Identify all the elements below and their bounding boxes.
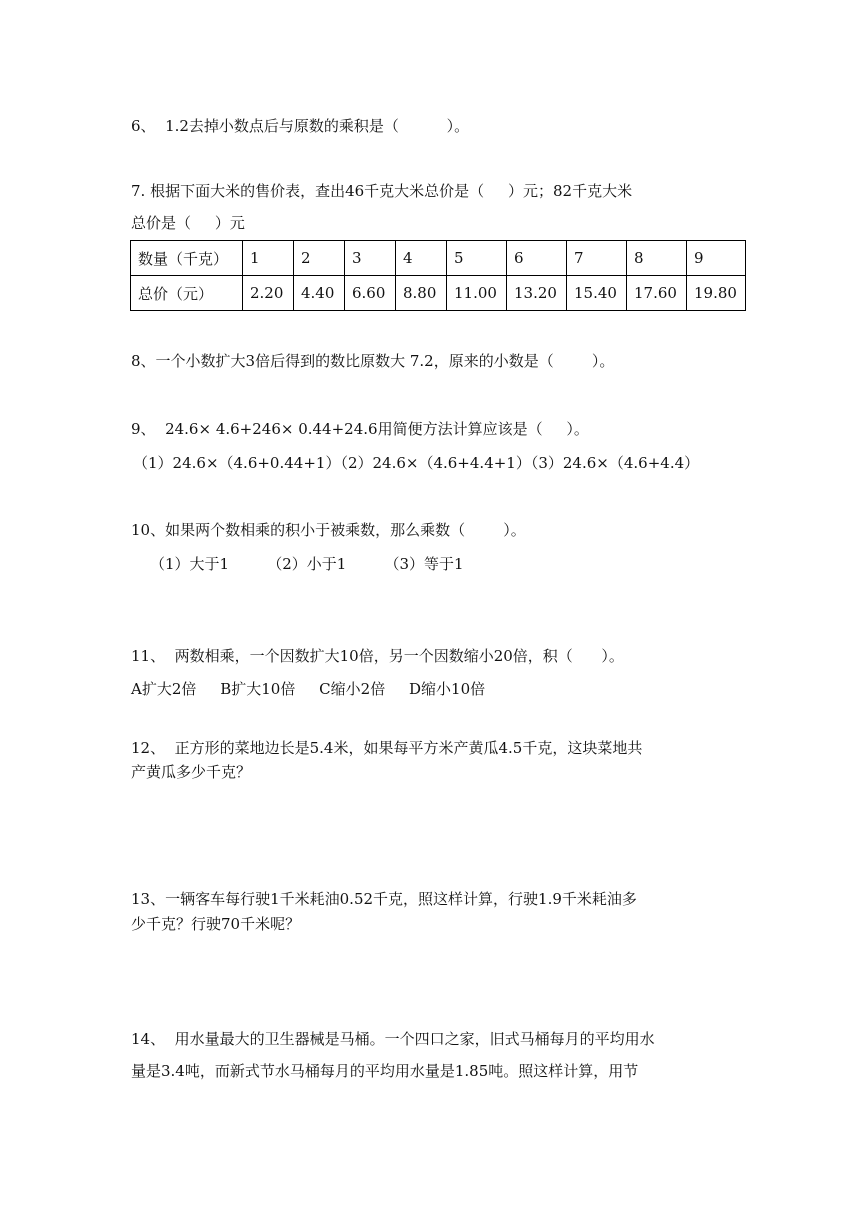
table-cell: 4.40 (294, 276, 345, 311)
question-14-line-1: 14、 用水量最大的卫生器械是马桶。一个四口之家，旧式马桶每月的平均用水 (131, 1030, 655, 1048)
question-7-line-1: 7. 根据下面大米的售价表，查出46千克大米总价是（ ）元；82千克大米 (131, 182, 633, 200)
table-cell: 3 (345, 241, 396, 276)
table-row (131, 276, 746, 311)
table-cell: 5 (447, 241, 507, 276)
table-cell: 11.00 (447, 276, 507, 311)
table-cell: 1 (243, 241, 294, 276)
table-cell: 15.40 (567, 276, 627, 311)
table-cell: 8 (627, 241, 687, 276)
question-8: 8、一个小数扩大3倍后得到的数比原数大 7.2，原来的小数是（ ）。 (131, 352, 615, 370)
table-cell: 13.20 (507, 276, 567, 311)
table-cell: 6 (507, 241, 567, 276)
table-cell: 2.20 (243, 276, 294, 311)
rice-price-table (130, 240, 746, 311)
question-10-options: （1）大于1 （2）小于1 （3）等于1 (150, 555, 464, 573)
table-cell: 7 (567, 241, 627, 276)
table-cell: 6.60 (345, 276, 396, 311)
question-11-options: A扩大2倍 B扩大10倍 C缩小2倍 D缩小10倍 (131, 680, 486, 698)
table-cell: 19.80 (687, 276, 746, 311)
table-cell: 9 (687, 241, 746, 276)
table-cell: 数量（千克） (131, 241, 243, 276)
question-13-line-1: 13、一辆客车每行驶1千米耗油0.52千克，照这样计算，行驶1.9千米耗油多 (131, 890, 637, 908)
question-13-line-2: 少千克？行驶70千米呢？ (131, 915, 301, 933)
question-12-line-2: 产黄瓜多少千克？ (131, 763, 252, 781)
question-9-options: （1）24.6×（4.6+0.44+1）（2）24.6×（4.6+4.4+1）（3）24.6×（4.6+4.4） (133, 454, 700, 472)
table-cell: 总价（元） (131, 276, 243, 311)
question-14-line-2: 量是3.4吨，而新式节水马桶每月的平均用水量是1.85吨。照这样计算，用节 (131, 1062, 639, 1080)
question-6: 6、 1.2去掉小数点后与原数的乘积是（ ）。 (131, 117, 470, 135)
question-7-line-2: 总价是（ ）元 (131, 214, 245, 232)
question-9-stem: 9、 24.6× 4.6+246× 0.44+24.6用简便方法计算应该是（ ）。 (131, 420, 589, 438)
table-cell: 17.60 (627, 276, 687, 311)
table-cell: 2 (294, 241, 345, 276)
table-row (131, 241, 746, 276)
question-12-line-1: 12、 正方形的菜地边长是5.4米，如果每平方米产黄瓜4.5千克，这块菜地共 (131, 739, 643, 757)
table-cell: 8.80 (396, 276, 447, 311)
question-10-stem: 10、如果两个数相乘的积小于被乘数，那么乘数（ ）。 (131, 521, 526, 539)
table-cell: 4 (396, 241, 447, 276)
question-11-stem: 11、 两数相乘，一个因数扩大10倍，另一个因数缩小20倍，积（ ）。 (131, 647, 624, 665)
